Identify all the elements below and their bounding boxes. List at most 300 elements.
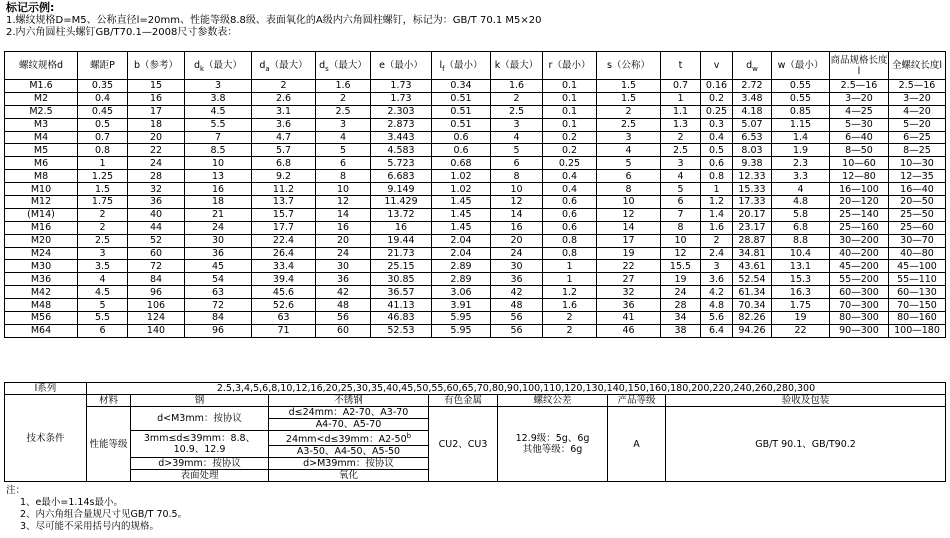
thread-tol-value — [498, 407, 608, 482]
table-cell: 1.2 — [701, 196, 733, 209]
table-row — [5, 234, 946, 247]
ss-cond-1: d≤24mm：A2-70、A3-70 — [269, 407, 429, 419]
table-cell: 46.83 — [371, 312, 432, 325]
table-cell: 0.8 — [78, 144, 128, 157]
table-cell: 56 — [491, 324, 543, 337]
table-cell: 8 — [597, 183, 661, 196]
table-cell: 19 — [772, 312, 830, 325]
table-cell: 7 — [661, 208, 701, 221]
table-cell: 0.55 — [772, 92, 830, 105]
table-cell: 26.4 — [252, 247, 316, 260]
table-cell: 4.8 — [772, 196, 830, 209]
surface-label: 表面处理 — [131, 470, 269, 482]
table-cell: 5.07 — [733, 118, 772, 131]
table-cell: 4 — [316, 131, 371, 144]
table-cell: 72 — [185, 299, 252, 312]
table-cell: 55—200 — [830, 273, 889, 286]
table-cell: 8 — [316, 170, 371, 183]
table-header-row — [5, 52, 946, 80]
table-cell: 1.4 — [701, 208, 733, 221]
table-cell: 46 — [597, 324, 661, 337]
table-row — [5, 196, 946, 209]
table-cell: 3—20 — [830, 92, 889, 105]
table-cell: 10—30 — [889, 157, 946, 170]
table-cell: 23.17 — [733, 221, 772, 234]
table-cell: 4.5 — [185, 105, 252, 118]
header-cell: $d_k$（最大） — [185, 52, 252, 80]
table-cell: 30 — [185, 234, 252, 247]
table-cell: M6 — [5, 157, 78, 170]
table-cell: 17 — [597, 234, 661, 247]
table-row — [5, 273, 946, 286]
steel-cond-2: 3mm≤d≤39mm：8.8、10.9、12.9 — [131, 431, 269, 458]
table-cell: 3.5 — [78, 260, 128, 273]
table-cell: M1.6 — [5, 80, 78, 93]
table-cell: M24 — [5, 247, 78, 260]
table-cell: M3 — [5, 118, 78, 131]
table-cell: M5 — [5, 144, 78, 157]
header-cell: k（最大） — [491, 52, 543, 80]
table-cell: 1.5 — [597, 92, 661, 105]
table-cell: 3 — [491, 118, 543, 131]
ss-cond-4: A3-50、A4-50、A5-50 — [269, 446, 429, 458]
table-cell: 1.73 — [371, 92, 432, 105]
table-cell: 11.2 — [252, 183, 316, 196]
table-cell: 9.149 — [371, 183, 432, 196]
table-cell: 0.8 — [701, 170, 733, 183]
table-cell: 60—300 — [830, 286, 889, 299]
notes — [6, 485, 187, 533]
header-cell: t — [661, 52, 701, 80]
table-cell: 3 — [701, 260, 733, 273]
note-3: 3、尽可能不采用括号内的规格。 — [20, 521, 160, 532]
table-cell: 5 — [597, 157, 661, 170]
table-cell: 7 — [185, 131, 252, 144]
table-cell: 2 — [597, 105, 661, 118]
table-cell: 30 — [316, 260, 371, 273]
table-cell: 3.3 — [772, 170, 830, 183]
table-cell: 6 — [597, 170, 661, 183]
table-cell: 34.81 — [733, 247, 772, 260]
table-cell: 124 — [128, 312, 185, 325]
notes-title: 注： — [6, 485, 26, 496]
header-cell: s（公称） — [597, 52, 661, 80]
table-cell: 1.73 — [371, 80, 432, 93]
table-cell: 10 — [661, 234, 701, 247]
table-cell: 72 — [128, 260, 185, 273]
table-cell: 1.75 — [772, 299, 830, 312]
table-cell: M16 — [5, 221, 78, 234]
table-cell: 48 — [491, 299, 543, 312]
header-cell: v — [701, 52, 733, 80]
table-cell: 12—35 — [889, 170, 946, 183]
table-cell: 28 — [128, 170, 185, 183]
table-cell: 17.33 — [733, 196, 772, 209]
table-cell: 3 — [185, 80, 252, 93]
stainless-label: 不锈钢 — [269, 395, 429, 407]
table-row — [5, 312, 946, 325]
table-cell: 6.8 — [772, 221, 830, 234]
table-cell: 5 — [78, 299, 128, 312]
dimension-table — [4, 51, 946, 338]
table-cell: 55—110 — [889, 273, 946, 286]
steel-label: 钢 — [131, 395, 269, 407]
table-cell: 20 — [316, 234, 371, 247]
table-cell: 8—50 — [830, 144, 889, 157]
table-cell: 25—160 — [830, 221, 889, 234]
table-cell: 0.2 — [543, 131, 597, 144]
table-cell: 3.48 — [733, 92, 772, 105]
table-cell: 63 — [252, 312, 316, 325]
table-cell: 0.35 — [78, 80, 128, 93]
table-cell: 4 — [772, 183, 830, 196]
table-cell: 15 — [128, 80, 185, 93]
table-cell: 8.8 — [772, 234, 830, 247]
table-cell: 6—25 — [889, 131, 946, 144]
table-cell: 12.33 — [733, 170, 772, 183]
table-cell: 0.85 — [772, 105, 830, 118]
table-cell: 96 — [128, 286, 185, 299]
table-cell: 36.57 — [371, 286, 432, 299]
table-cell: 1.25 — [78, 170, 128, 183]
table-cell: 0.5 — [78, 118, 128, 131]
table-cell: 4.7 — [252, 131, 316, 144]
table-cell: 24 — [128, 157, 185, 170]
table-cell: 44 — [128, 221, 185, 234]
table-cell: 0.1 — [543, 92, 597, 105]
tech-header-row — [5, 395, 946, 407]
table-cell: 0.34 — [432, 80, 491, 93]
ss-cond-5: d>M39mm：按协议 — [269, 458, 429, 470]
ss-cond-2: A4-70、A5-70 — [269, 419, 429, 431]
table-cell: 20.17 — [733, 208, 772, 221]
table-cell: 1.5 — [78, 183, 128, 196]
table-cell: 20—50 — [889, 196, 946, 209]
table-cell: 1.45 — [432, 196, 491, 209]
table-cell: 22 — [597, 260, 661, 273]
table-cell: 24 — [185, 221, 252, 234]
table-cell: 12 — [597, 208, 661, 221]
table-cell: 45 — [185, 260, 252, 273]
tech-label: 技术条件 — [5, 395, 87, 482]
table-cell: 1.6 — [491, 80, 543, 93]
table-cell: 6.683 — [371, 170, 432, 183]
table-cell: 3.1 — [252, 105, 316, 118]
nonferrous-label: 有色金属 — [429, 395, 498, 407]
table-cell: 15.5 — [661, 260, 701, 273]
table-cell: 3 — [78, 247, 128, 260]
table-cell: 0.6 — [543, 208, 597, 221]
table-cell: 10 — [185, 157, 252, 170]
table-cell: 1.4 — [772, 131, 830, 144]
table-cell: 1.2 — [543, 286, 597, 299]
table-cell: 21 — [185, 208, 252, 221]
table-cell: 16 — [491, 221, 543, 234]
table-cell: 0.1 — [543, 80, 597, 93]
table-cell: 0.2 — [701, 92, 733, 105]
table-cell: M20 — [5, 234, 78, 247]
table-cell: 0.51 — [432, 118, 491, 131]
table-cell: 0.7 — [78, 131, 128, 144]
table-cell: (M14) — [5, 208, 78, 221]
table-cell: 45—100 — [889, 260, 946, 273]
table-cell: 5.8 — [772, 208, 830, 221]
header-cell: $l_f$（最小） — [432, 52, 491, 80]
table-cell: 2.89 — [432, 273, 491, 286]
table-cell: 6 — [661, 196, 701, 209]
tech-row — [5, 407, 946, 419]
table-cell: 2.5 — [78, 234, 128, 247]
table-cell: 16 — [185, 183, 252, 196]
table-cell: 0.8 — [543, 234, 597, 247]
table-cell: 0.25 — [701, 105, 733, 118]
table-cell: 1.45 — [432, 221, 491, 234]
table-cell: 52.6 — [252, 299, 316, 312]
example-line-2: 2.内六角圆柱头螺钉GB/T70.1—2008尺寸参数表： — [6, 27, 238, 38]
table-cell: 5.95 — [432, 324, 491, 337]
table-cell: 54 — [185, 273, 252, 286]
table-cell: 5.723 — [371, 157, 432, 170]
example-title: 标记示例: — [6, 1, 55, 14]
table-cell: 1.5 — [597, 80, 661, 93]
table-cell: 2 — [543, 324, 597, 337]
table-row — [5, 131, 946, 144]
table-cell: 4.583 — [371, 144, 432, 157]
table-cell: 15.3 — [772, 273, 830, 286]
table-cell: 4 — [597, 144, 661, 157]
grade-label: 产品等级 — [608, 395, 666, 407]
table-cell: M2 — [5, 92, 78, 105]
table-cell: 40 — [128, 208, 185, 221]
table-row — [5, 170, 946, 183]
table-cell: 6 — [491, 157, 543, 170]
table-cell: 6.8 — [252, 157, 316, 170]
table-cell: 60 — [316, 324, 371, 337]
table-cell: 45.6 — [252, 286, 316, 299]
table-cell: 2 — [78, 221, 128, 234]
table-cell: 1.6 — [316, 80, 371, 93]
steel-cond-1: d<M3mm：按协议 — [131, 407, 269, 431]
table-cell: 30—70 — [889, 234, 946, 247]
table-cell: 0.6 — [432, 144, 491, 157]
table-cell: 16 — [128, 92, 185, 105]
table-cell: M42 — [5, 286, 78, 299]
series-values: 2.5,3,4,5,6,8,10,12,16,20,25,30,35,40,45,50,55,60,65,70,80,90,100,110,120,130,140,150,160,180,200,220,240,260,280,300 — [87, 383, 946, 395]
table-cell: 16 — [371, 221, 432, 234]
table-cell: 11.429 — [371, 196, 432, 209]
table-cell: 18 — [128, 118, 185, 131]
table-cell: 0.2 — [543, 144, 597, 157]
table-cell: 61.34 — [733, 286, 772, 299]
table-cell: 6 — [316, 157, 371, 170]
table-row — [5, 144, 946, 157]
table-cell: 34 — [661, 312, 701, 325]
table-cell: 70—150 — [889, 299, 946, 312]
table-cell: 45—200 — [830, 260, 889, 273]
nonferrous-value: CU2、CU3 — [429, 407, 498, 482]
table-cell: 2 — [491, 92, 543, 105]
note-2: 2、内六角组合量规尺寸见GB/T 70.5。 — [20, 509, 188, 520]
table-cell: 12 — [491, 196, 543, 209]
table-cell: 14 — [316, 208, 371, 221]
table-cell: 1.45 — [432, 208, 491, 221]
table-cell: 20 — [128, 131, 185, 144]
table-cell: 32 — [597, 286, 661, 299]
table-cell: 1.6 — [701, 221, 733, 234]
table-row — [5, 260, 946, 273]
table-cell: 18 — [185, 196, 252, 209]
table-cell: 5 — [661, 183, 701, 196]
table-cell: 0.68 — [432, 157, 491, 170]
table-cell: 3.06 — [432, 286, 491, 299]
table-cell: 19.44 — [371, 234, 432, 247]
table-cell: 19 — [597, 247, 661, 260]
table-cell: 36 — [597, 299, 661, 312]
table-cell: 43.61 — [733, 260, 772, 273]
series-label: l系列 — [5, 383, 87, 395]
table-cell: 4.5 — [78, 286, 128, 299]
table-cell: M10 — [5, 183, 78, 196]
table-cell: 30.85 — [371, 273, 432, 286]
table-cell: 1.1 — [661, 105, 701, 118]
header-cell: 全螺纹长度l — [889, 52, 946, 80]
table-cell: 94.26 — [733, 324, 772, 337]
table-cell: 13.7 — [252, 196, 316, 209]
table-cell: 3—20 — [889, 92, 946, 105]
table-cell: 12 — [661, 247, 701, 260]
note-1: 1、e最小=1.14s最小。 — [20, 497, 123, 508]
table-cell: 52.53 — [371, 324, 432, 337]
table-cell: 13.1 — [772, 260, 830, 273]
table-row — [5, 247, 946, 260]
ss-cond-3: 24mm<d≤39mm：A2-50$^b$ — [269, 431, 429, 446]
table-row — [5, 183, 946, 196]
table-cell: 4.8 — [701, 299, 733, 312]
table-cell: 17.7 — [252, 221, 316, 234]
table-cell: 9.2 — [252, 170, 316, 183]
table-cell: 32 — [128, 183, 185, 196]
table-cell: 0.4 — [543, 183, 597, 196]
table-cell: 2.5 — [316, 105, 371, 118]
table-cell: 2 — [543, 312, 597, 325]
table-row — [5, 157, 946, 170]
table-cell: M4 — [5, 131, 78, 144]
table-cell: 2 — [252, 80, 316, 93]
table-cell: 82.26 — [733, 312, 772, 325]
table-cell: 0.1 — [543, 118, 597, 131]
table-cell: 5 — [316, 144, 371, 157]
table-cell: 15.7 — [252, 208, 316, 221]
table-cell: 5.6 — [701, 312, 733, 325]
table-cell: 2.3 — [772, 157, 830, 170]
table-cell: 38 — [661, 324, 701, 337]
table-cell: 42 — [491, 286, 543, 299]
table-cell: 13.72 — [371, 208, 432, 221]
table-cell: 22.4 — [252, 234, 316, 247]
table-row — [5, 208, 946, 221]
table-cell: 0.4 — [701, 131, 733, 144]
table-cell: 0.3 — [701, 118, 733, 131]
table-cell: 60 — [128, 247, 185, 260]
table-cell: 70.34 — [733, 299, 772, 312]
thread-tol-line-2: 其他等级：6g — [522, 444, 583, 456]
table-cell: 2.6 — [252, 92, 316, 105]
table-cell: 2.5 — [597, 118, 661, 131]
table-cell: 3.443 — [371, 131, 432, 144]
table-cell: 39.4 — [252, 273, 316, 286]
table-cell: 24 — [316, 247, 371, 260]
table-cell: 2.04 — [432, 234, 491, 247]
thread-tol-line-1: 12.9级：5g、6g — [515, 433, 590, 445]
table-cell: 25—50 — [889, 208, 946, 221]
table-cell: 27 — [597, 273, 661, 286]
table-cell: M64 — [5, 324, 78, 337]
table-cell: 0.6 — [543, 221, 597, 234]
table-cell: 4 — [78, 273, 128, 286]
grade-value: A — [608, 407, 666, 482]
inspection-label: 验收及包装 — [666, 395, 946, 407]
table-cell: 80—300 — [830, 312, 889, 325]
table-cell: 60—130 — [889, 286, 946, 299]
table-cell: 12 — [316, 196, 371, 209]
table-cell: 0.5 — [701, 144, 733, 157]
table-cell: 1 — [543, 273, 597, 286]
table-cell: 140 — [128, 324, 185, 337]
surface-steel: 氧化 — [269, 470, 429, 482]
table-cell: 80—160 — [889, 312, 946, 325]
table-cell: 21.73 — [371, 247, 432, 260]
table-cell: 84 — [128, 273, 185, 286]
table-cell: 16.3 — [772, 286, 830, 299]
table-cell: M12 — [5, 196, 78, 209]
table-cell: 20—120 — [830, 196, 889, 209]
table-cell: 3 — [316, 118, 371, 131]
table-cell: 30—200 — [830, 234, 889, 247]
table-row — [5, 80, 946, 93]
table-cell: 30 — [491, 260, 543, 273]
table-cell: 10.4 — [772, 247, 830, 260]
table-cell: 1.75 — [78, 196, 128, 209]
table-cell: 2.4 — [701, 247, 733, 260]
table-cell: 13 — [185, 170, 252, 183]
table-cell: 4 — [491, 131, 543, 144]
table-cell: 2 — [661, 131, 701, 144]
perf-grade-label: 性能等级 — [87, 407, 131, 482]
table-cell: 16 — [316, 221, 371, 234]
table-cell: M2.5 — [5, 105, 78, 118]
table-cell: 8.5 — [185, 144, 252, 157]
header-cell: $d_a$（最大） — [252, 52, 316, 80]
table-cell: 0.51 — [432, 92, 491, 105]
table-cell: 4—20 — [889, 105, 946, 118]
table-cell: 12—80 — [830, 170, 889, 183]
table-cell: 0.45 — [78, 105, 128, 118]
table-cell: 1.9 — [772, 144, 830, 157]
table-cell: 19 — [661, 273, 701, 286]
table-cell: 6 — [78, 324, 128, 337]
table-cell: 5.95 — [432, 312, 491, 325]
table-cell: 6.4 — [701, 324, 733, 337]
table-row — [5, 286, 946, 299]
table-cell: 28.87 — [733, 234, 772, 247]
table-row — [5, 299, 946, 312]
table-cell: 42 — [316, 286, 371, 299]
material-label: 材料 — [87, 395, 131, 407]
table-cell: 0.4 — [543, 170, 597, 183]
table-cell: 0.8 — [543, 247, 597, 260]
header-cell: 螺纹规格d — [5, 52, 78, 80]
table-cell: 70—300 — [830, 299, 889, 312]
